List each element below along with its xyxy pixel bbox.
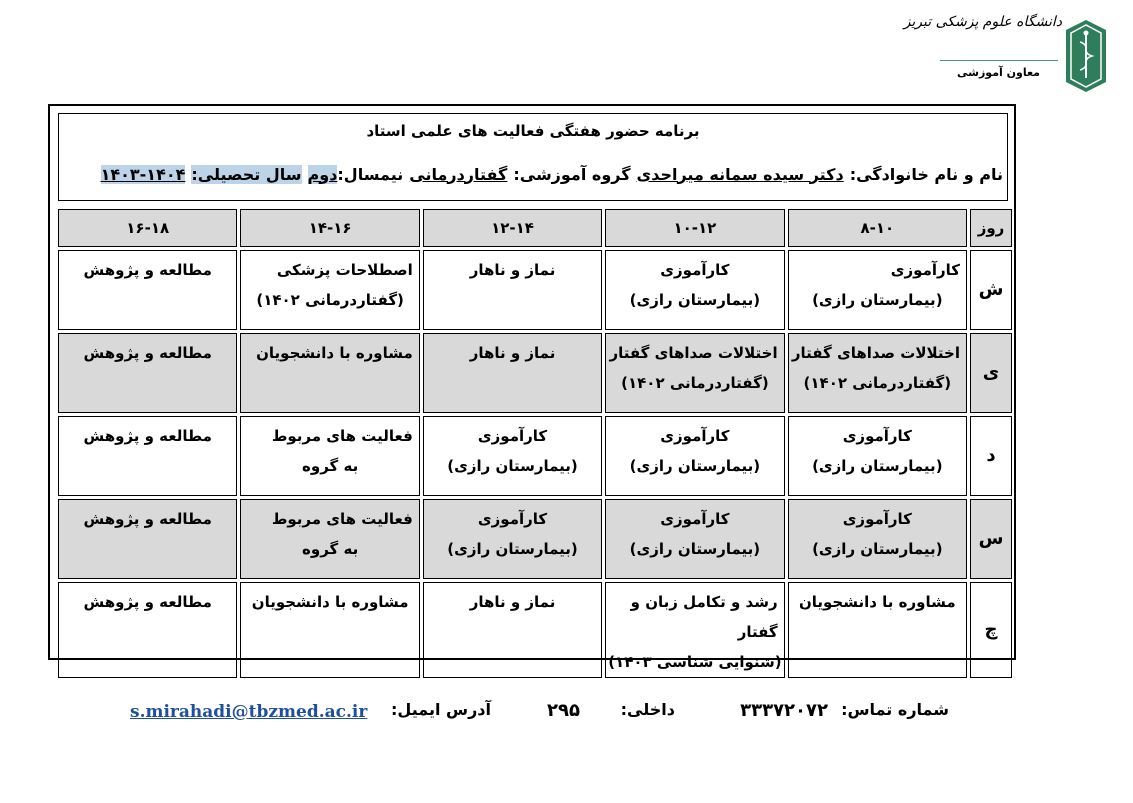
schedule-cell [240,250,419,330]
group-value: گفتاردرمانی [409,164,508,184]
schedule-cell [788,499,967,579]
time-slot-header: ۱۲-۱۴ [423,209,602,247]
year-label: سال تحصیلی: [191,164,302,184]
name-label: نام و نام خانوادگی: [849,164,1003,184]
activity-title: مشاوره با دانشجویان [798,593,956,611]
day-header: روز [970,209,1012,247]
activity-detail: (گفتاردرمانی ۱۴۰۲) [621,374,769,392]
phone-label: شماره تماس: [841,700,949,719]
activity-detail: (بیمارستان رازی) [447,457,578,475]
activity-detail: (بیمارستان رازی) [629,457,761,475]
schedule-cell [58,582,237,678]
schedule-cell [240,582,419,678]
header-row [58,209,1012,247]
phone-value: ۳۳۳۷۲۰۷۲ [740,700,828,721]
activity-title: نماز و ناهار [469,593,556,611]
schedule-cell [423,333,602,413]
time-slot-header: ۱۴-۱۶ [240,209,419,247]
table-row [58,499,1012,579]
day-cell: س [970,499,1012,579]
time-slot-header: ۸-۱۰ [788,209,967,247]
semester-label: نیمسال: [337,164,404,184]
university-name: دانشگاه علوم پزشکی تبریز [903,14,1062,30]
activity-detail: (بیمارستان رازی) [812,540,943,558]
year-value: ۱۴۰۳-۱۴۰۴ [100,164,186,184]
schedule-cell [605,582,784,678]
activity-title: مشاوره با دانشجویان [251,593,409,611]
schedule-cell [58,333,237,413]
activity-title: نماز و ناهار [469,261,556,279]
activity-title: رشد و تکامل زبان و گفتار [630,593,778,641]
title-box [58,113,1008,201]
day-cell: ش [970,250,1012,330]
name-value: دکتر سیده سمانه میراحدی [636,164,844,184]
schedule-cell [605,250,784,330]
activity-title: کارآموزی [660,427,730,445]
schedule-cell [58,416,237,496]
activity-title: کارآموزی [842,427,912,445]
extension-label: داخلی: [620,700,675,719]
time-slot-header: ۱۶-۱۸ [58,209,237,247]
activity-detail: (بیمارستان رازی) [447,540,578,558]
activity-title: مشاوره با دانشجویان [256,344,413,362]
activity-detail: به گروه [302,457,359,475]
schedule-cell [423,582,602,678]
schedule-cell [788,250,967,330]
activity-title: اصطلاحات پزشکی [276,261,413,279]
activity-title: کارآموزی [477,510,548,528]
activity-title: کارآموزی [890,261,960,279]
table-row [58,582,1012,678]
document-title: برنامه حضور هفتگی فعالیت های علمی استاد [366,122,700,140]
group-label: گروه آموزشی: [513,164,631,184]
day-cell: ی [970,333,1012,413]
activity-title: کارآموزی [660,261,730,279]
schedule-cell [788,582,967,678]
activity-title: فعالیت های مربوط [271,427,413,445]
table-row [58,333,1012,413]
info-line [101,158,1003,190]
schedule-cell [423,416,602,496]
activity-detail: (بیمارستان رازی) [812,457,943,475]
activity-title: مطالعه و پژوهش [83,427,212,445]
schedule-cell [605,416,784,496]
activity-title: مطالعه و پژوهش [83,510,212,528]
schedule-cell [788,333,967,413]
schedule-cell [423,499,602,579]
schedule-cell [58,499,237,579]
activity-detail: (گفتاردرمانی ۱۴۰۲) [256,291,404,309]
activity-title: کارآموزی [842,510,912,528]
table-row [58,250,1012,330]
activity-title: مطالعه و پژوهش [83,593,212,611]
activity-title: مطالعه و پژوهش [83,344,212,362]
schedule-cell [423,250,602,330]
schedule-cell [605,499,784,579]
letterhead-divider [940,60,1058,61]
schedule-cell [240,416,419,496]
activity-detail: (گفتاردرمانی ۱۴۰۲) [803,374,952,392]
activity-title: فعالیت های مربوط [271,510,413,528]
schedule-cell [240,333,419,413]
activity-title: اختلالات صداهای گفتار [791,344,960,362]
activity-detail: به گروه [302,540,359,558]
activity-title: مطالعه و پژوهش [83,261,212,279]
activity-title: کارآموزی [477,427,548,445]
schedule-cell [240,499,419,579]
email-label: آدرس ایمیل: [391,700,491,719]
day-cell: د [970,416,1012,496]
activity-detail: (شنوایی شناسی ۱۴۰۳) [608,653,782,671]
activity-detail: (بیمارستان رازی) [629,291,761,309]
activity-title: کارآموزی [660,510,730,528]
activity-detail: (بیمارستان رازی) [629,540,761,558]
weekly-schedule-table [55,206,1015,681]
day-cell: چ [970,582,1012,678]
semester-value: دوم [307,164,338,184]
email-link[interactable]: s.mirahadi@tbzmed.ac.ir [130,702,368,722]
activity-title: نماز و ناهار [469,344,556,362]
activity-title: اختلالات صداهای گفتار [609,344,778,362]
schedule-cell [58,250,237,330]
activity-detail: (بیمارستان رازی) [812,291,943,309]
schedule-cell [605,333,784,413]
table-row [58,416,1012,496]
department-name: معاون آموزشی [957,66,1040,79]
extension-value: ۲۹۵ [547,700,580,721]
schedule-cell [788,416,967,496]
time-slot-header: ۱۰-۱۲ [605,209,784,247]
university-logo-icon [1064,18,1108,94]
